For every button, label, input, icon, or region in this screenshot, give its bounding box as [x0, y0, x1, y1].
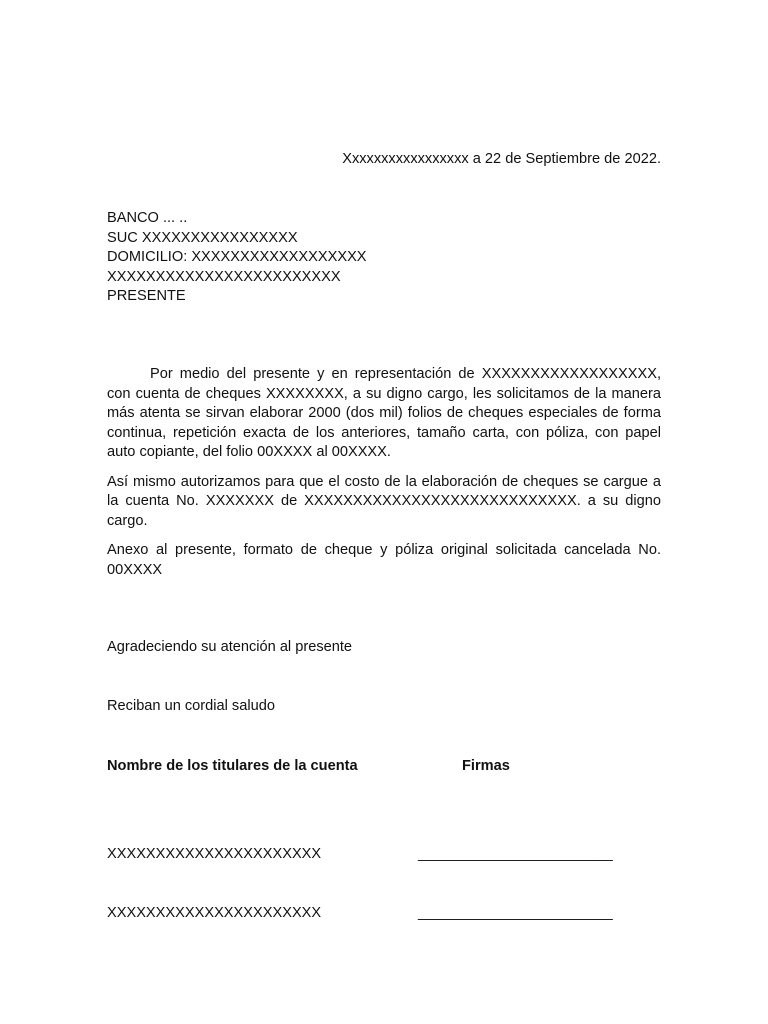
- recipient-address: DOMICILIO: XXXXXXXXXXXXXXXXXX: [107, 249, 367, 265]
- account-holder-name: XXXXXXXXXXXXXXXXXXXXXX: [107, 846, 322, 862]
- signature-line: ________________________: [418, 905, 613, 921]
- recipient-address-line-2: XXXXXXXXXXXXXXXXXXXXXXXX: [107, 268, 341, 285]
- closing-regards: Reciban un cordial saludo: [107, 698, 275, 714]
- recipient-bank: BANCO ... ..: [107, 210, 188, 226]
- body-paragraph-request: Por medio del presente y en representación de XXXXXXXXXXXXXXXXXX, con cuenta de cheques XXXXXXXX, a su digno cargo, les solicitamos de la manera más atenta se sirvan elaborar 2000 (dos mil) folios de cheques especiales de forma continua, repetición exacta de los anteriores, tamaño carta, con póliza, con papel auto copiante, del folio 00XXXX al 00XXXX.: [107, 366, 661, 460]
- recipient-presente: PRESENTE: [107, 288, 186, 304]
- recipient-block: [107, 209, 661, 307]
- body-paragraph-annex: Anexo al presente, formato de cheque y póliza original solicitada cancelada No. 00XXXX: [107, 542, 661, 578]
- closing-thanks: Agradeciendo su atención al presente: [107, 639, 353, 655]
- signature-line: ________________________: [418, 846, 613, 862]
- letter-body: [107, 365, 661, 590]
- date-line: Xxxxxxxxxxxxxxxxx a 22 de Septiembre de 2022.: [342, 151, 661, 167]
- recipient-branch: SUC XXXXXXXXXXXXXXXX: [107, 229, 298, 246]
- signature-firmas-header: Firmas: [462, 758, 510, 774]
- account-holder-name: XXXXXXXXXXXXXXXXXXXXXX: [107, 905, 322, 921]
- body-paragraph-authorization: Así mismo autorizamos para que el costo de la elaboración de cheques se cargue a la cuenta No. XXXXXXX de XXXXXXXXXXXXXXXXXXXXXXXXXXXX. a su digno cargo.: [107, 473, 661, 529]
- signature-names-header: Nombre de los titulares de la cuenta: [107, 758, 358, 774]
